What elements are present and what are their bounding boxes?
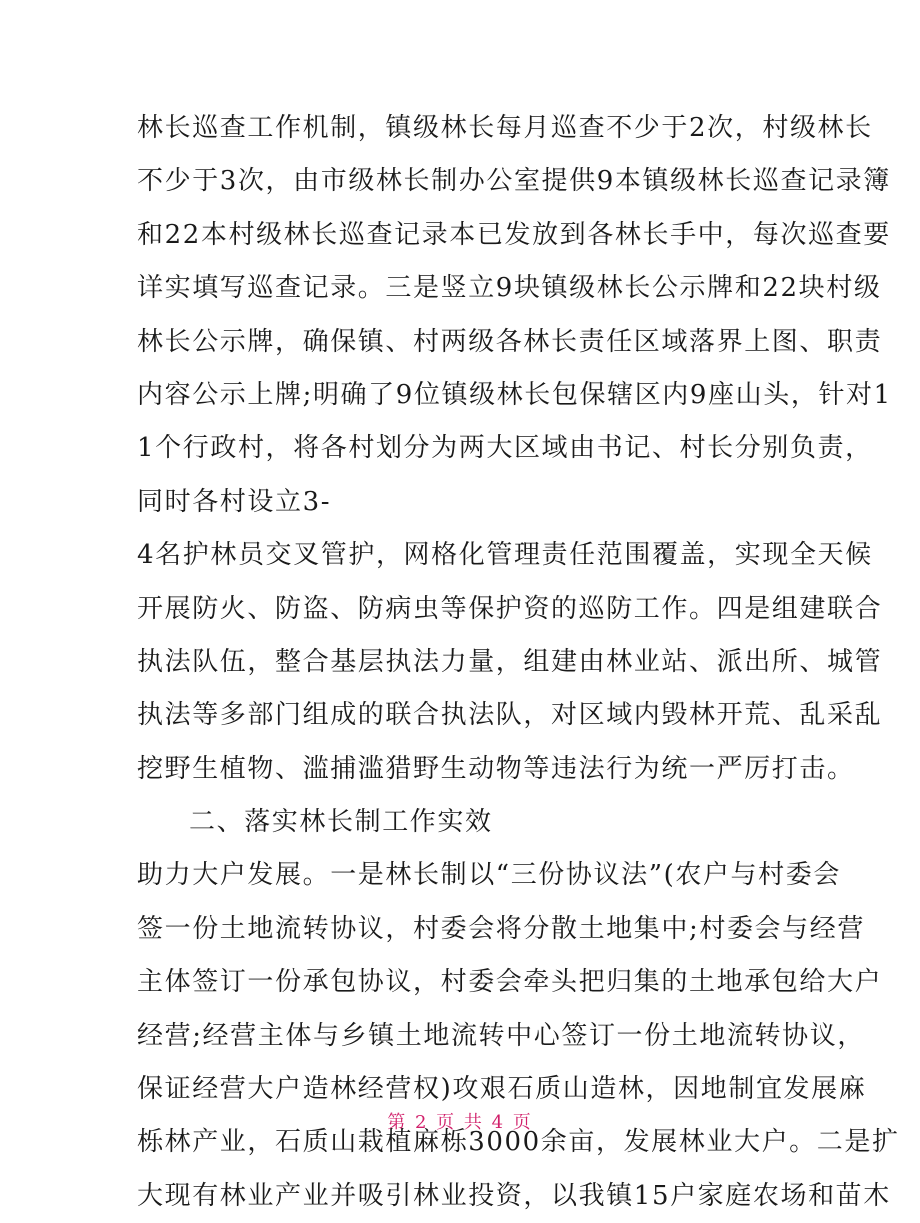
text-line: 开展防火、防盗、防病虫等保护资的巡防工作。四是组建联合 bbox=[137, 593, 883, 624]
text-line: 和22本村级林长巡查记录本已发放到各林长手中，每次巡查要 bbox=[137, 219, 891, 250]
text-line: 经营;经营主体与乡镇土地流转中心签订一份土地流转协议， bbox=[137, 1020, 865, 1051]
page-number-footer: 第 2 页 共 4 页 bbox=[387, 1112, 533, 1133]
text-line: 同时各村设立3- bbox=[137, 486, 332, 517]
text-line: 执法队伍，整合基层执法力量，组建由林业站、派出所、城管 bbox=[137, 646, 883, 677]
section-heading: 二、落实林长制工作实效 bbox=[189, 807, 493, 838]
text-line: 挖野生植物、滥捕滥猎野生动物等违法行为统一严厉打击。 bbox=[137, 753, 855, 784]
text-line: 主体签订一份承包协议，村委会牵头把归集的土地承包给大户 bbox=[137, 967, 883, 998]
text-line: 林长公示牌，确保镇、村两级各林长责任区域落界上图、职责 bbox=[137, 326, 883, 357]
body-text bbox=[137, 102, 900, 1223]
text-line: 4名护林员交叉管护，网格化管理责任范围覆盖，实现全天候 bbox=[137, 540, 873, 571]
text-line: 详实填写巡查记录。三是竖立9块镇级林长公示牌和22块村级 bbox=[137, 273, 882, 304]
text-line: 不少于3次，由市级林长制办公室提供9本镇级林长巡查记录簿 bbox=[137, 166, 891, 197]
text-line: 执法等多部门组成的联合执法队，对区域内毁林开荒、乱采乱 bbox=[137, 700, 883, 731]
text-line: 林长巡查工作机制，镇级林长每月巡查不少于2次，村级林长 bbox=[137, 113, 873, 143]
text-line: 助力大户发展。一是林长制以“三份协议法”(农户与村委会 bbox=[137, 860, 841, 891]
text-line: 保证经营大户造林经营权)攻艰石质山造林，因地制宜发展麻 bbox=[137, 1074, 867, 1105]
text-line: 栎林产业，石质山栽植麻栎3000余亩，发展林业大户。二是扩 bbox=[137, 1127, 900, 1158]
text-line: 1个行政村，将各村划分为两大区域由书记、村长分别负责， bbox=[137, 433, 873, 464]
text-line: 内容公示上牌;明确了9位镇级林长包保辖区内9座山头，针对1 bbox=[137, 379, 892, 410]
text-line: 签一份土地流转协议，村委会将分散土地集中;村委会与经营 bbox=[137, 913, 865, 944]
text-line: 大现有林业产业并吸引林业投资，以我镇15户家庭农场和苗木 bbox=[137, 1180, 891, 1211]
